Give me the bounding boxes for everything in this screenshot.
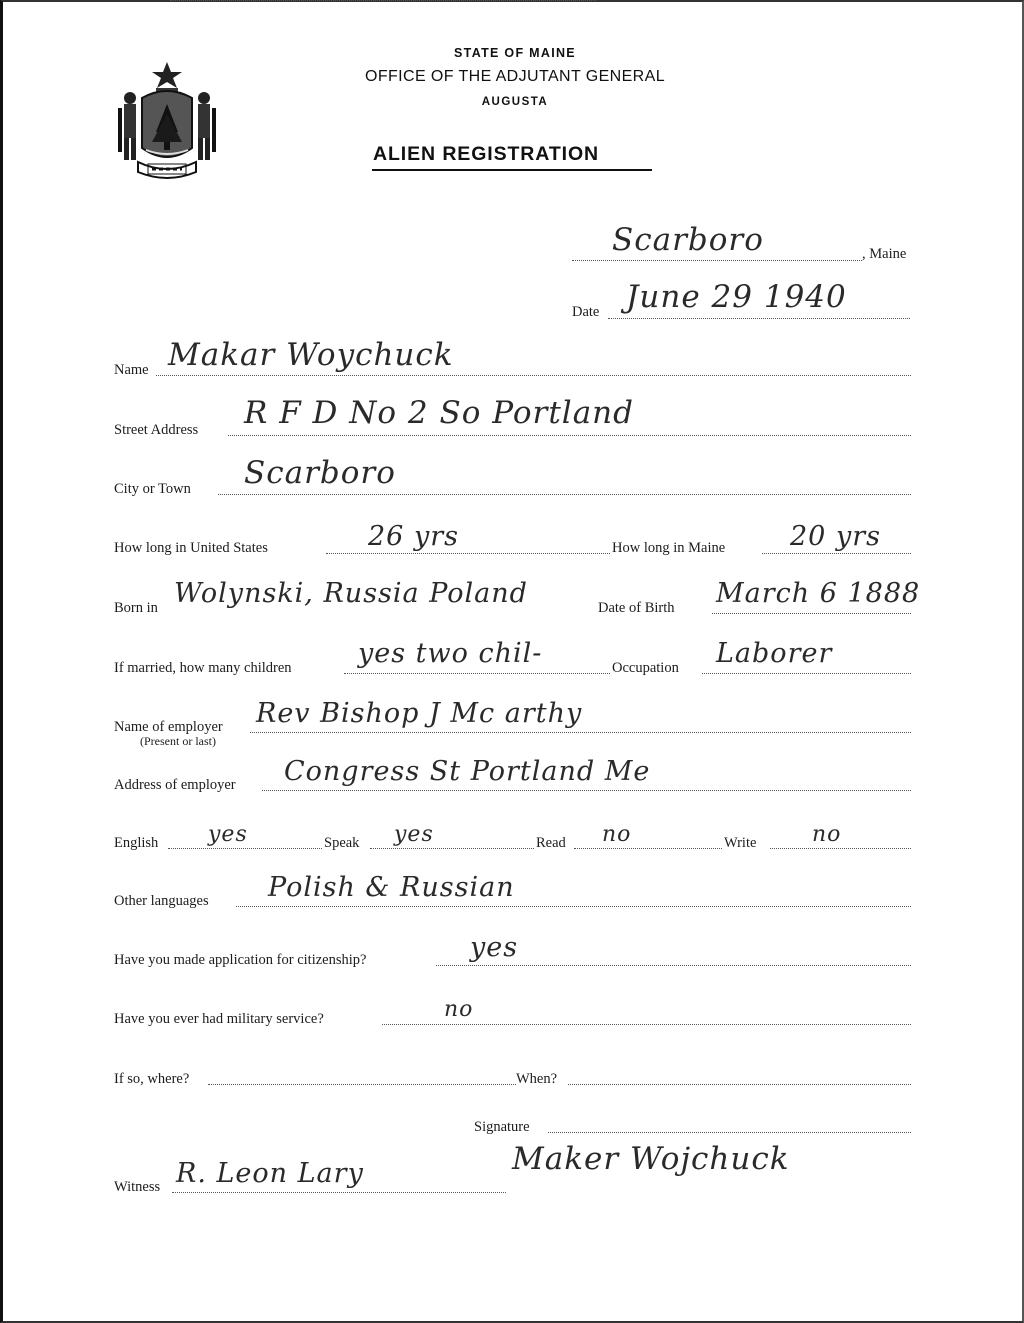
date-of-birth-label: Date of Birth	[598, 600, 675, 616]
header-state: STATE OF MAINE	[454, 46, 576, 60]
name-label: Name	[114, 362, 149, 378]
date-label: Date	[572, 304, 600, 320]
children-line	[344, 673, 610, 674]
write-value: no	[812, 822, 842, 847]
signature-value: Maker Wojchuck	[512, 1141, 790, 1177]
english-line	[168, 848, 322, 849]
where-line	[208, 1084, 516, 1085]
occupation-line	[702, 673, 911, 674]
employer-value: Rev Bishop J Mc arthy	[256, 698, 583, 729]
street-address-label: Street Address	[114, 422, 199, 438]
employer-label: Name of employer	[114, 719, 223, 735]
date-value: June 29 1940	[626, 279, 847, 315]
occupation-value: Laborer	[716, 638, 833, 669]
street-address-line	[228, 435, 911, 436]
town-suffix: , Maine	[862, 246, 907, 262]
read-label: Read	[536, 835, 566, 851]
military-line	[382, 1024, 911, 1025]
signature-label: Signature	[474, 1119, 530, 1135]
name-line	[156, 375, 911, 376]
other-languages-line	[236, 906, 911, 907]
maine-seal-icon	[112, 58, 222, 180]
born-in-label: Born in	[114, 600, 158, 616]
military-value: no	[444, 997, 474, 1022]
town-value: Scarboro	[612, 222, 764, 258]
witness-line	[172, 1192, 506, 1193]
write-label: Write	[724, 835, 757, 851]
read-line	[574, 848, 722, 849]
other-languages-value: Polish & Russian	[268, 872, 515, 903]
header-office: OFFICE OF THE ADJUTANT GENERAL	[364, 68, 666, 85]
write-line	[770, 848, 911, 849]
employer-address-label: Address of employer	[114, 777, 236, 793]
title-underline	[372, 169, 652, 171]
how-long-us-label: How long in United States	[114, 540, 268, 556]
citizenship-line	[436, 965, 911, 966]
form-title: ALIEN REGISTRATION	[373, 143, 600, 165]
where-label: If so, where?	[114, 1071, 190, 1087]
citizenship-label: Have you made application for citizenship?	[114, 952, 367, 968]
speak-line	[370, 848, 534, 849]
born-in-value: Wolynski, Russia Poland	[174, 578, 528, 609]
english-value: yes	[208, 822, 248, 847]
how-long-maine-value: 20 yrs	[790, 521, 881, 552]
children-value: yes two chil-	[358, 638, 543, 669]
how-long-us-value: 26 yrs	[368, 521, 459, 552]
employer-line	[250, 732, 911, 733]
speak-value: yes	[394, 822, 434, 847]
date-of-birth-value: March 6 1888	[716, 578, 921, 609]
city-value: Scarboro	[244, 455, 396, 491]
when-label: When?	[516, 1071, 558, 1087]
city-label: City or Town	[114, 481, 191, 497]
date-line	[608, 318, 910, 319]
how-long-maine-label: How long in Maine	[612, 540, 726, 556]
speak-label: Speak	[324, 835, 360, 851]
children-label: If married, how many children	[114, 660, 292, 676]
english-label: English	[114, 835, 159, 851]
name-value: Makar Woychuck	[168, 337, 454, 373]
military-label: Have you ever had military service?	[114, 1011, 324, 1027]
street-address-value: R F D No 2 So Portland	[244, 395, 634, 431]
signature-line	[548, 1132, 911, 1133]
other-languages-label: Other languages	[114, 893, 209, 909]
header-city: AUGUSTA	[481, 96, 549, 108]
how-long-maine-line	[762, 553, 911, 554]
witness-label: Witness	[114, 1179, 161, 1195]
occupation-label: Occupation	[612, 660, 679, 676]
employer-address-value: Congress St Portland Me	[284, 756, 651, 787]
citizenship-value: yes	[470, 932, 519, 963]
when-line	[568, 1084, 911, 1085]
employer-sublabel: (Present or last)	[140, 734, 216, 748]
city-line	[218, 494, 911, 495]
read-value: no	[602, 822, 632, 847]
born-in-line	[170, 0, 596, 1]
date-of-birth-line	[712, 613, 911, 614]
how-long-us-line	[326, 553, 610, 554]
witness-value: R. Leon Lary	[176, 1158, 364, 1189]
town-line	[572, 260, 862, 261]
employer-address-line	[262, 790, 911, 791]
